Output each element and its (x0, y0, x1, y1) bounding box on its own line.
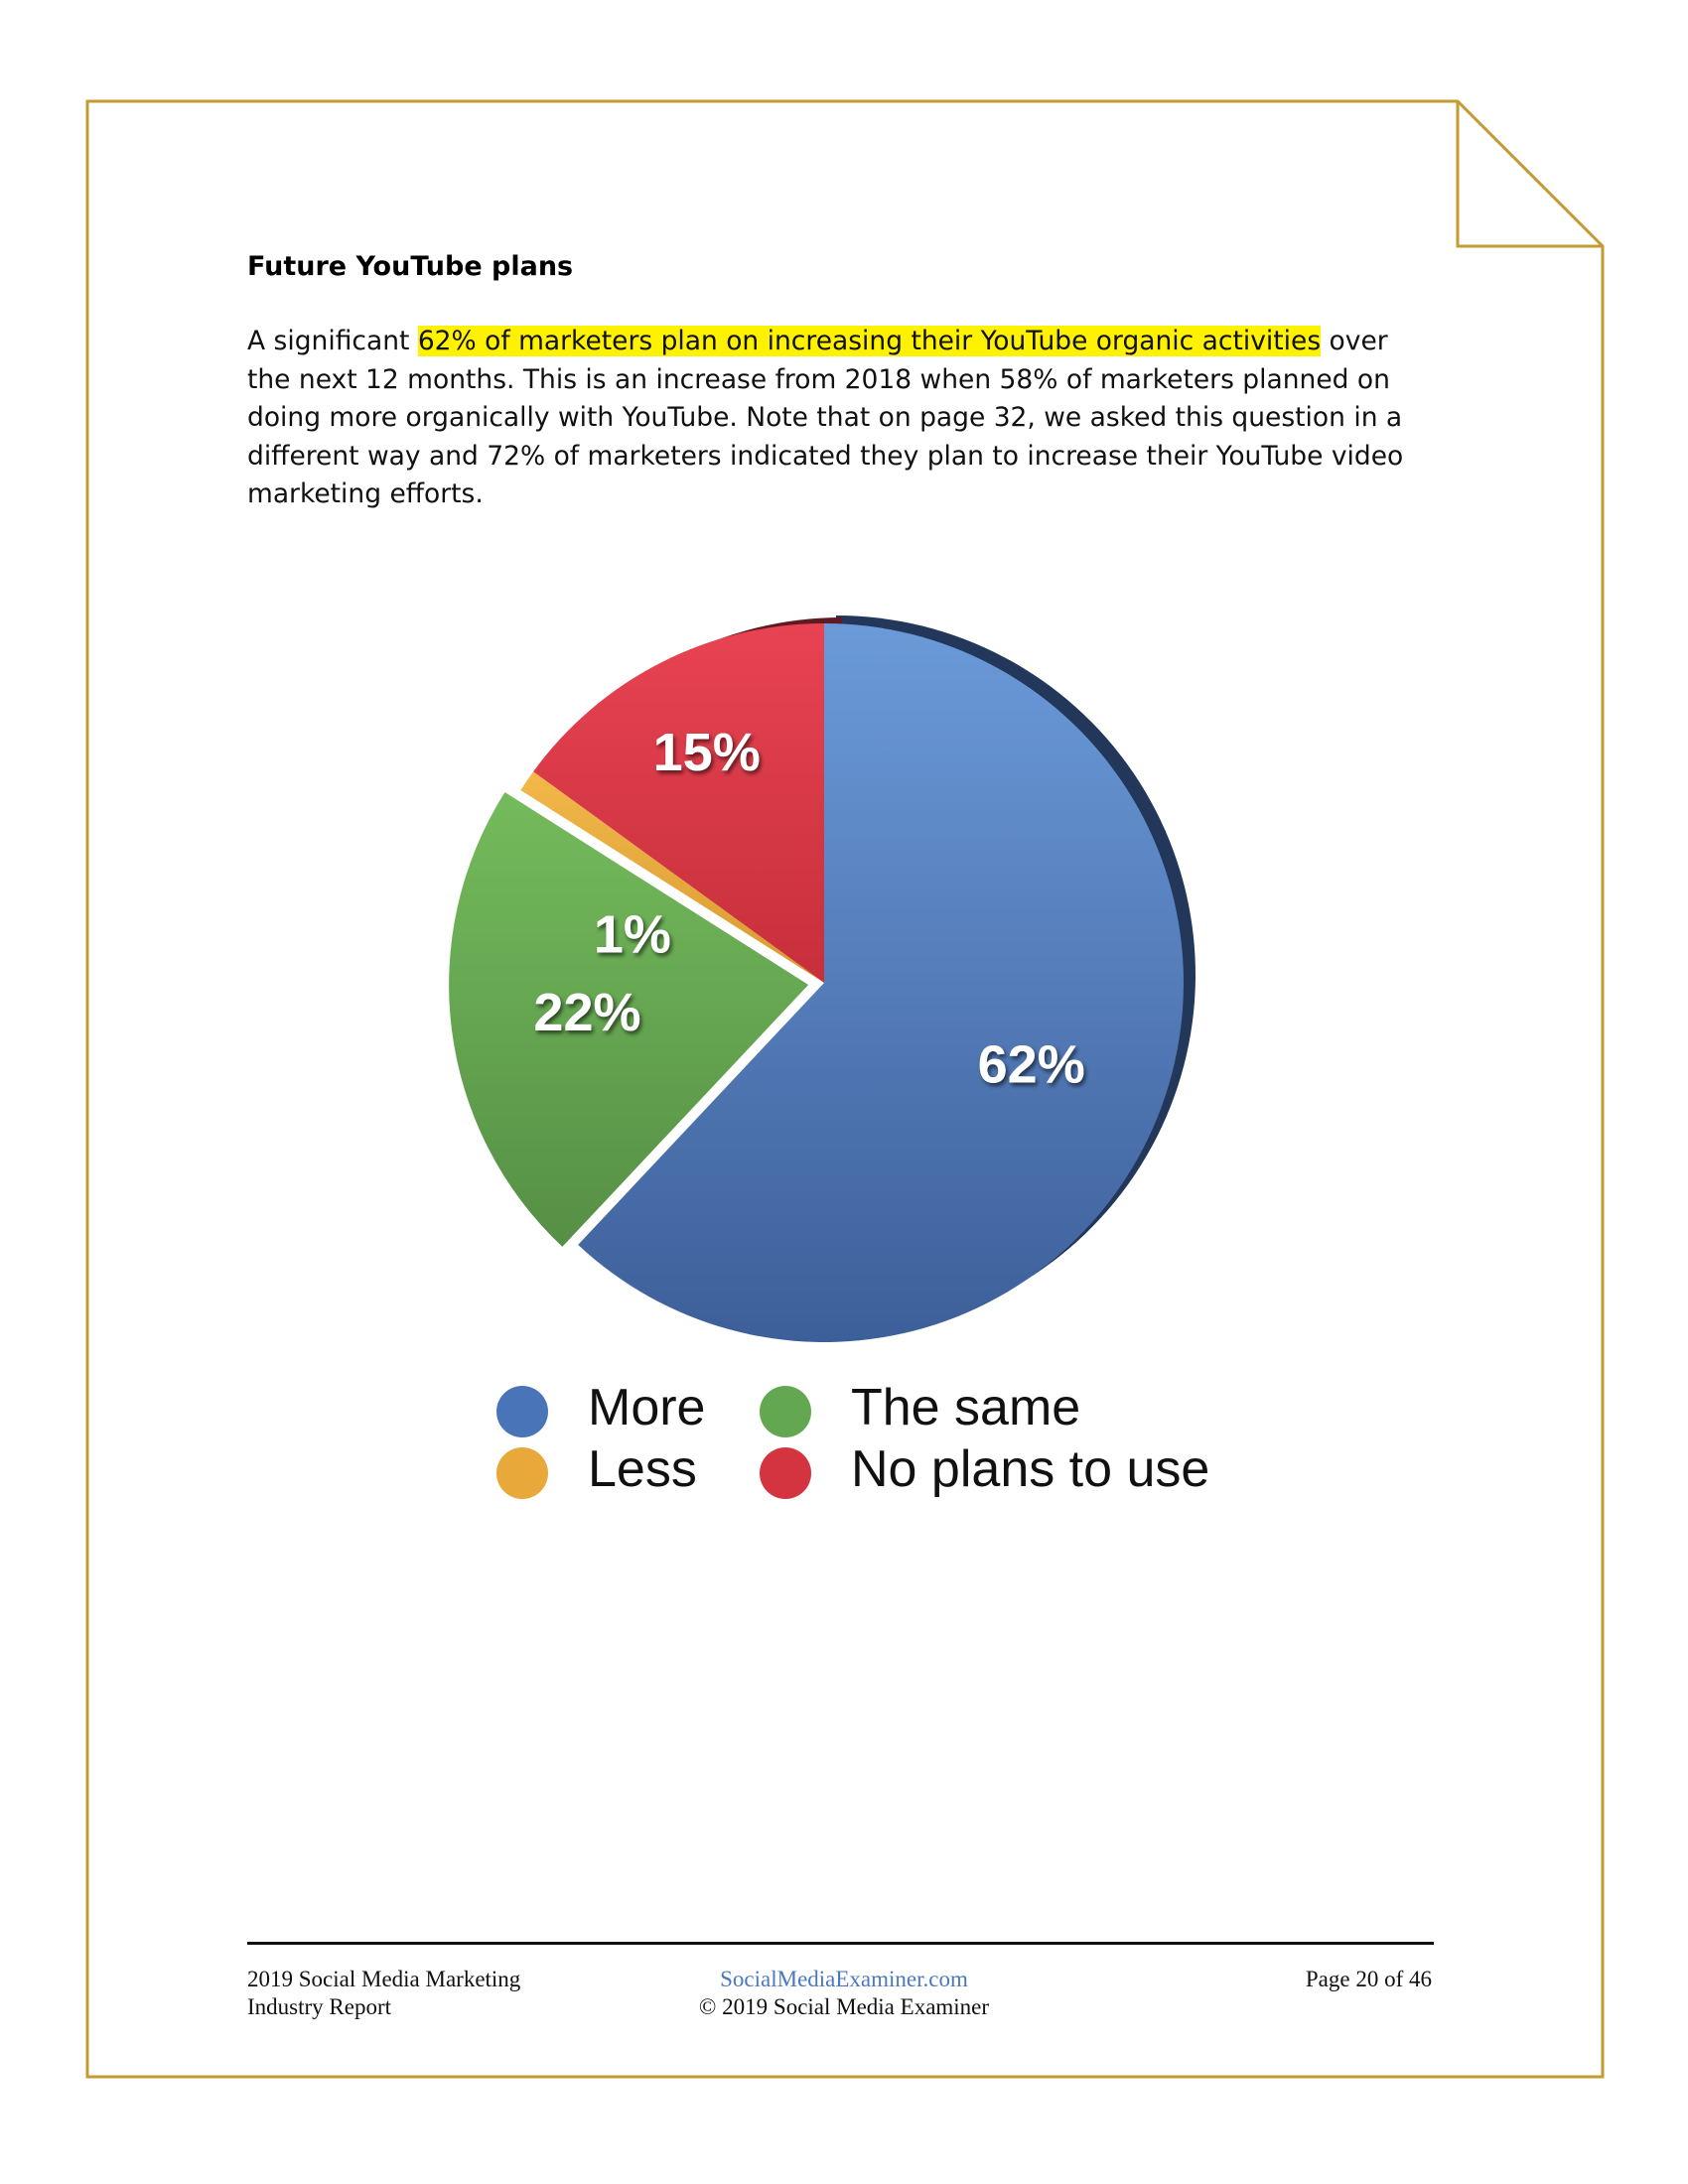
pie-label-more: 62% (977, 1034, 1085, 1095)
legend-label-more: More (588, 1379, 706, 1436)
pie-label-no-plans: 15% (652, 722, 761, 782)
legend-label-no-plans: No plans to use (851, 1440, 1210, 1498)
footer-left-line2: Industry Report (247, 1994, 392, 2019)
footer-rule (247, 1942, 1434, 1945)
footer-site-link[interactable]: SocialMediaExaminer.com (720, 1967, 968, 1991)
footer-report-title (247, 1966, 520, 2021)
chart-legend (496, 1378, 1311, 1517)
paragraph-rest: over the next 12 months. This is an increase from 2018 when 58% of marketers planned on doing more organically with YouTube. Note that on page 32, we asked this question in a different way and 72% of marketers indicated they plan to increase their YouTube video marketing efforts. (247, 326, 1404, 509)
footer-left-line1: 2019 Social Media Marketing (247, 1967, 521, 1991)
legend-swatch-less (496, 1447, 548, 1499)
legend-label-less: Less (588, 1440, 697, 1498)
section-title: Future YouTube plans (247, 251, 574, 282)
legend-swatch-more (496, 1386, 548, 1437)
highlighted-text: 62% of marketers plan on increasing their YouTube organic activities (417, 326, 1322, 356)
paragraph-lead: A significant (247, 326, 418, 356)
pie-chart (417, 556, 1291, 1370)
legend-swatch-no-plans (760, 1447, 811, 1499)
footer-center (596, 1966, 1092, 2021)
legend-swatch-the-same (760, 1386, 811, 1437)
footer-copyright: © 2019 Social Media Examiner (698, 1994, 990, 2019)
pie-label-the-same: 22% (533, 983, 641, 1043)
footer-page-number: Page 20 of 46 (1305, 1967, 1432, 1991)
legend-label-the-same: The same (851, 1379, 1081, 1436)
pie-label-less: 1% (593, 904, 671, 965)
intro-paragraph (247, 323, 1439, 514)
